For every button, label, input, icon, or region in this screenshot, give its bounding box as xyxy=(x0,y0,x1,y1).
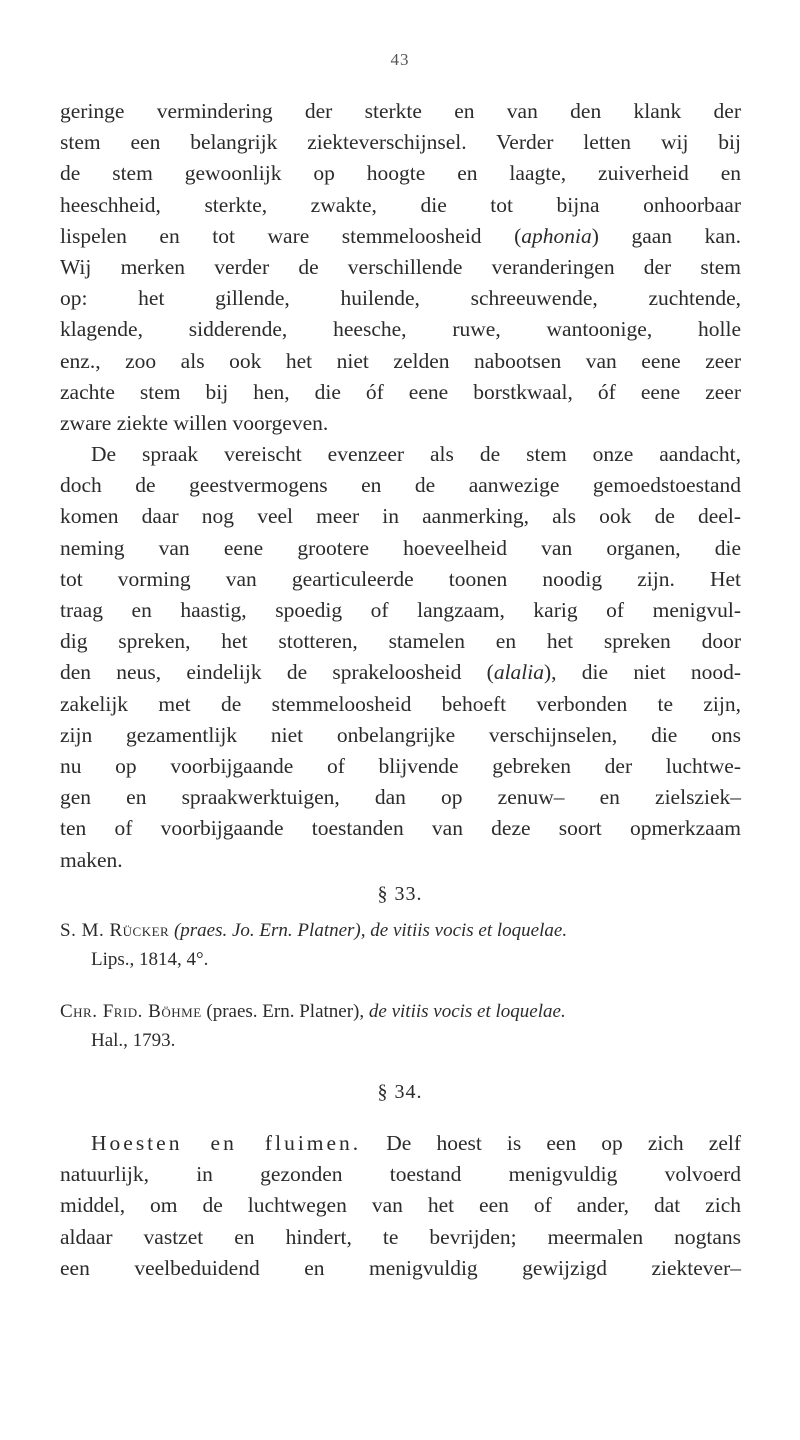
text-line: neming van eene grootere hoeveelheid van organen, die xyxy=(60,535,741,560)
section-heading-33: § 33. xyxy=(377,883,423,905)
reference-author: Chr. Frid. Böhme xyxy=(60,1001,202,1022)
text-line: dig spreken, het stotteren, stamelen en het spreken door xyxy=(60,629,741,654)
text-line: traag en haastig, spoedig of langzaam, karig of menigvul- xyxy=(60,598,741,622)
text-line: middel, om de luchtwegen van het een of ander, dat zich xyxy=(60,1193,741,1218)
text-line: gen en spraakwerktuigen, dan op zenuw– en zielsziek– xyxy=(60,785,741,810)
latin-term: alalia xyxy=(493,660,544,685)
reference-imprint: Lips., 1814, 4°. xyxy=(91,949,209,970)
reference-entry xyxy=(60,916,741,974)
latin-term: aphonia xyxy=(521,223,592,248)
reference-title: de vitiis vocis et loquelae. xyxy=(370,920,568,941)
reference-title: de vitiis vocis et loquelae. xyxy=(368,1001,566,1022)
text-line: doch de geestvermogens en de aanwezige gemoedstoestand xyxy=(60,473,741,498)
text-line: zware ziekte willen voorgeven. xyxy=(60,410,329,435)
body-text-main xyxy=(60,96,741,876)
reference-praes: (praes. Jo. Ern. Platner), xyxy=(173,920,366,941)
text-line: de stem gewoonlijk op hoogte en laagte, zuiverheid en xyxy=(60,161,741,186)
text-line-alalia: den neus, eindelijk de sprakeloosheid (alalia), die niet nood- xyxy=(60,660,742,685)
text-line: heeschheid, sterkte, zwakte, die tot bijna onhoorbaar xyxy=(60,192,741,217)
text-line: zachte stem bij hen, die óf eene borstkwaal, óf eene zeer xyxy=(60,379,741,404)
text-line: klagende, sidderende, heesche, ruwe, wantoonige, holle xyxy=(60,317,741,342)
text-line: geringe vermindering der sterkte en van den klank der xyxy=(60,99,741,123)
text-line-aphonia: lispelen en tot ware stemmeloosheid (aphonia) gaan kan. xyxy=(60,223,741,248)
text-line: aldaar vastzet en hindert, te bevrijden; meermalen nogtans xyxy=(60,1224,741,1249)
text-line: op: het gillende, huilende, schreeuwende, zuchtende, xyxy=(60,286,741,311)
reference-entry xyxy=(60,997,741,1055)
text-line: een veelbeduidend en menigvuldig gewijzigd ziektever– xyxy=(60,1255,741,1280)
text-line: Wij merken verder de verschillende veranderingen der stem xyxy=(60,254,741,279)
text-line: komen daar nog veel meer in aanmerking, als ook de deel- xyxy=(60,504,741,529)
reference-praes: (praes. Ern. Platner), xyxy=(206,1001,365,1022)
reference-author: S. M. Rücker xyxy=(60,920,170,941)
paragraph-start-line xyxy=(60,1128,741,1159)
paragraph-start-line: De spraak vereischt evenzeer als de stem onze aandacht, xyxy=(91,442,741,467)
reference-imprint: Hal., 1793. xyxy=(91,1030,176,1051)
text-line: zijn gezamentlijk niet onbelangrijke verschijnselen, die ons xyxy=(60,722,741,747)
section-lead: Hoesten en fluimen. xyxy=(91,1131,362,1155)
page-number: 43 xyxy=(390,50,410,69)
text-line: stem een belangrijk ziekteverschijnsel. Verder letten wij bij xyxy=(60,130,741,155)
text-line: tot vorming van gearticuleerde toonen noodig zijn. Het xyxy=(60,566,741,591)
text-fragment: De hoest is een op zich zelf xyxy=(386,1131,741,1155)
text-line: natuurlijk, in gezonden toestand menigvuldig volvoerd xyxy=(60,1162,741,1187)
text-line: ten of voorbijgaande toestanden van deze soort opmerkzaam xyxy=(60,816,741,841)
text-line: zakelijk met de stemmeloosheid behoeft verbonden te zijn, xyxy=(60,691,741,716)
section-heading-34: § 34. xyxy=(377,1081,423,1103)
body-text-section-34 xyxy=(60,1128,741,1284)
text-line: nu op voorbijgaande of blijvende gebreken der luchtwe- xyxy=(60,753,741,778)
text-line: maken. xyxy=(60,847,123,872)
text-line: enz., zoo als ook het niet zelden nabootsen van eene zeer xyxy=(60,348,741,373)
